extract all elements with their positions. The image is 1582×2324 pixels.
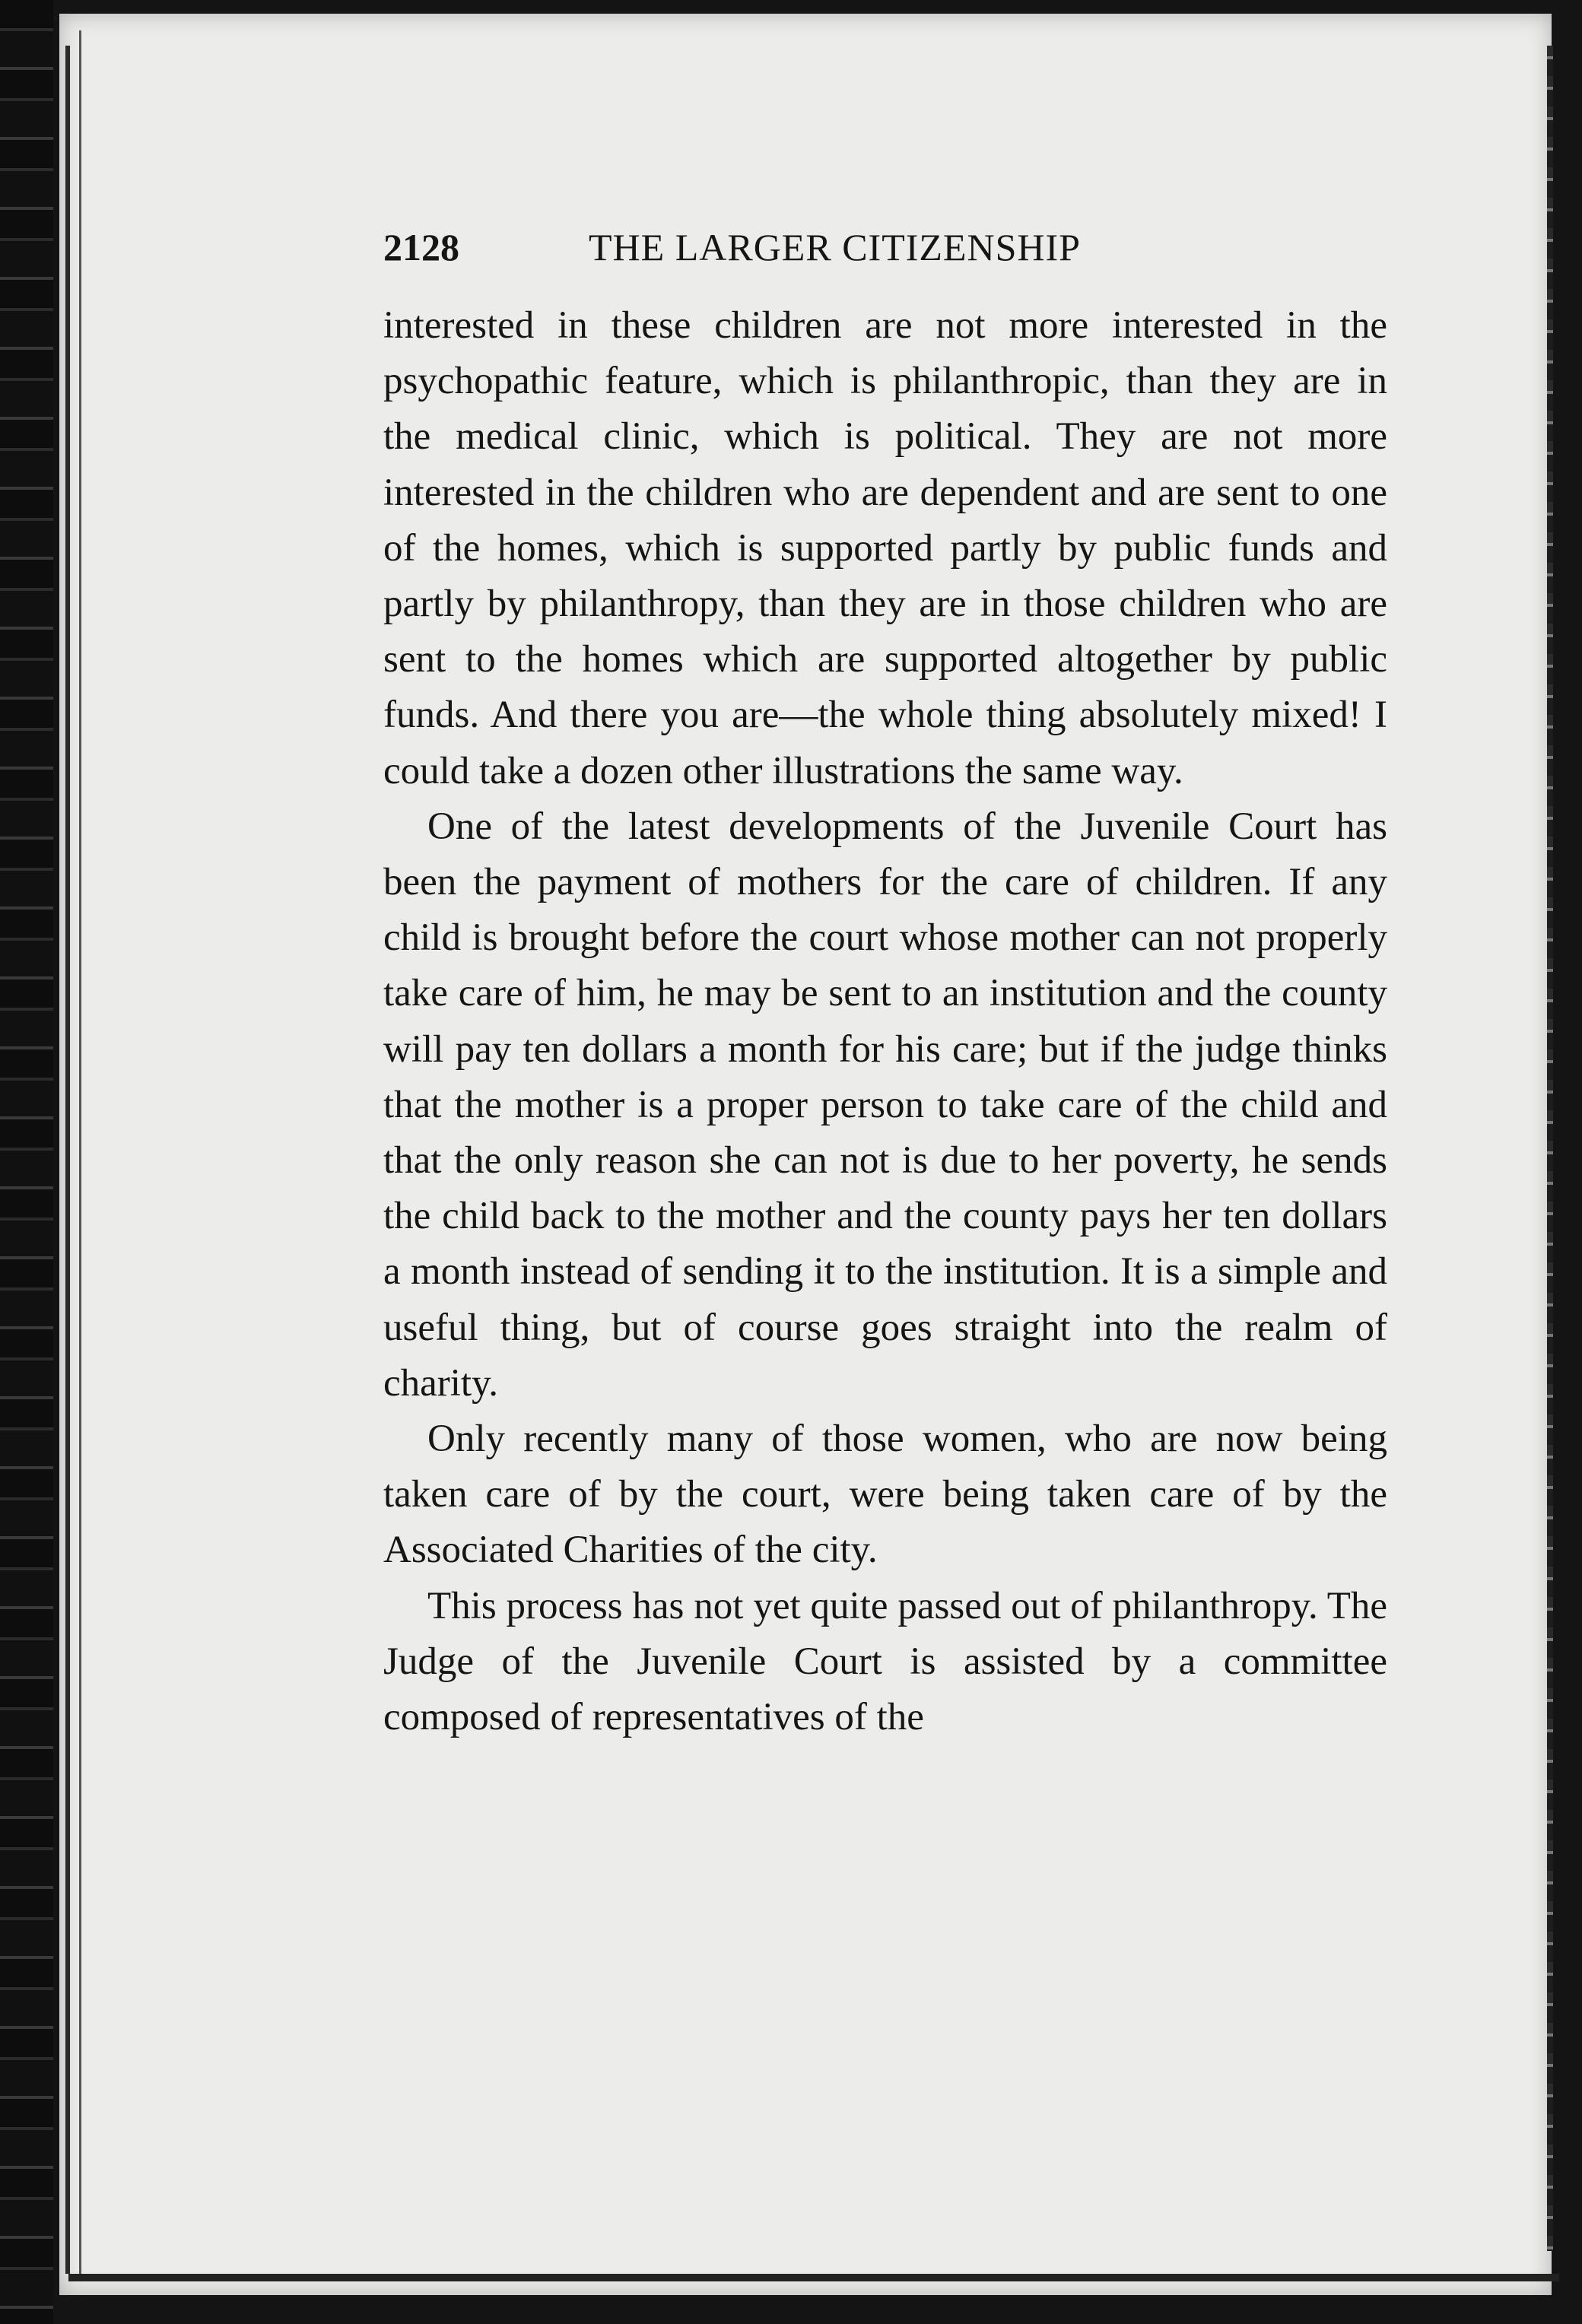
paragraph: This process has not yet quite passed out of philanthropy. The Judge of the Juvenile Court is assisted by a committee composed of representatives of the bbox=[383, 1584, 1387, 1739]
page-edge-left-inner bbox=[79, 30, 81, 2281]
page-content bbox=[383, 221, 1387, 1745]
body-text bbox=[383, 298, 1387, 1745]
page-edge-left bbox=[65, 46, 70, 2274]
running-header bbox=[383, 221, 1387, 274]
paragraph-continued: interested in these children are not more interested in the psychopathic feature, which is philanthropic, than they are in the medical clinic, which is political. They are not more interested in the children who are dependent and are sent to one of the homes, which is supported partly by public funds and partly by philanthropy, than they are in those children who are sent to the homes which are supported altogether by public funds. And there you are—the whole thing absolutely mixed! I could take a dozen other illustrations the same way. bbox=[383, 304, 1387, 792]
book-binding bbox=[0, 0, 53, 2324]
paragraph: One of the latest developments of the Juvenile Court has been the payment of mothers for the care of children. If any child is brought before the court whose mother can not properly take care of him, he may be sent to an institution and the county will pay ten dollars a month for his care; but if the judge thinks that the mother is a proper person to take care of the child and that the only reason she can not is due to her poverty, he sends the child back to the mother and the county pays her ten dollars a month instead of sending it to the institution. It is a simple and useful thing, but of course goes straight into the realm of charity. bbox=[383, 805, 1387, 1405]
running-title: THE LARGER CITIZENSHIP bbox=[589, 226, 1081, 268]
page-edge-right bbox=[1547, 46, 1553, 2251]
page-edge-bottom bbox=[68, 2274, 1559, 2281]
paragraph: Only recently many of those women, who are now being taken care of by the court, were being taken care of by the Associated Charities of the city. bbox=[383, 1418, 1387, 1572]
page-number: 2128 bbox=[383, 226, 459, 268]
